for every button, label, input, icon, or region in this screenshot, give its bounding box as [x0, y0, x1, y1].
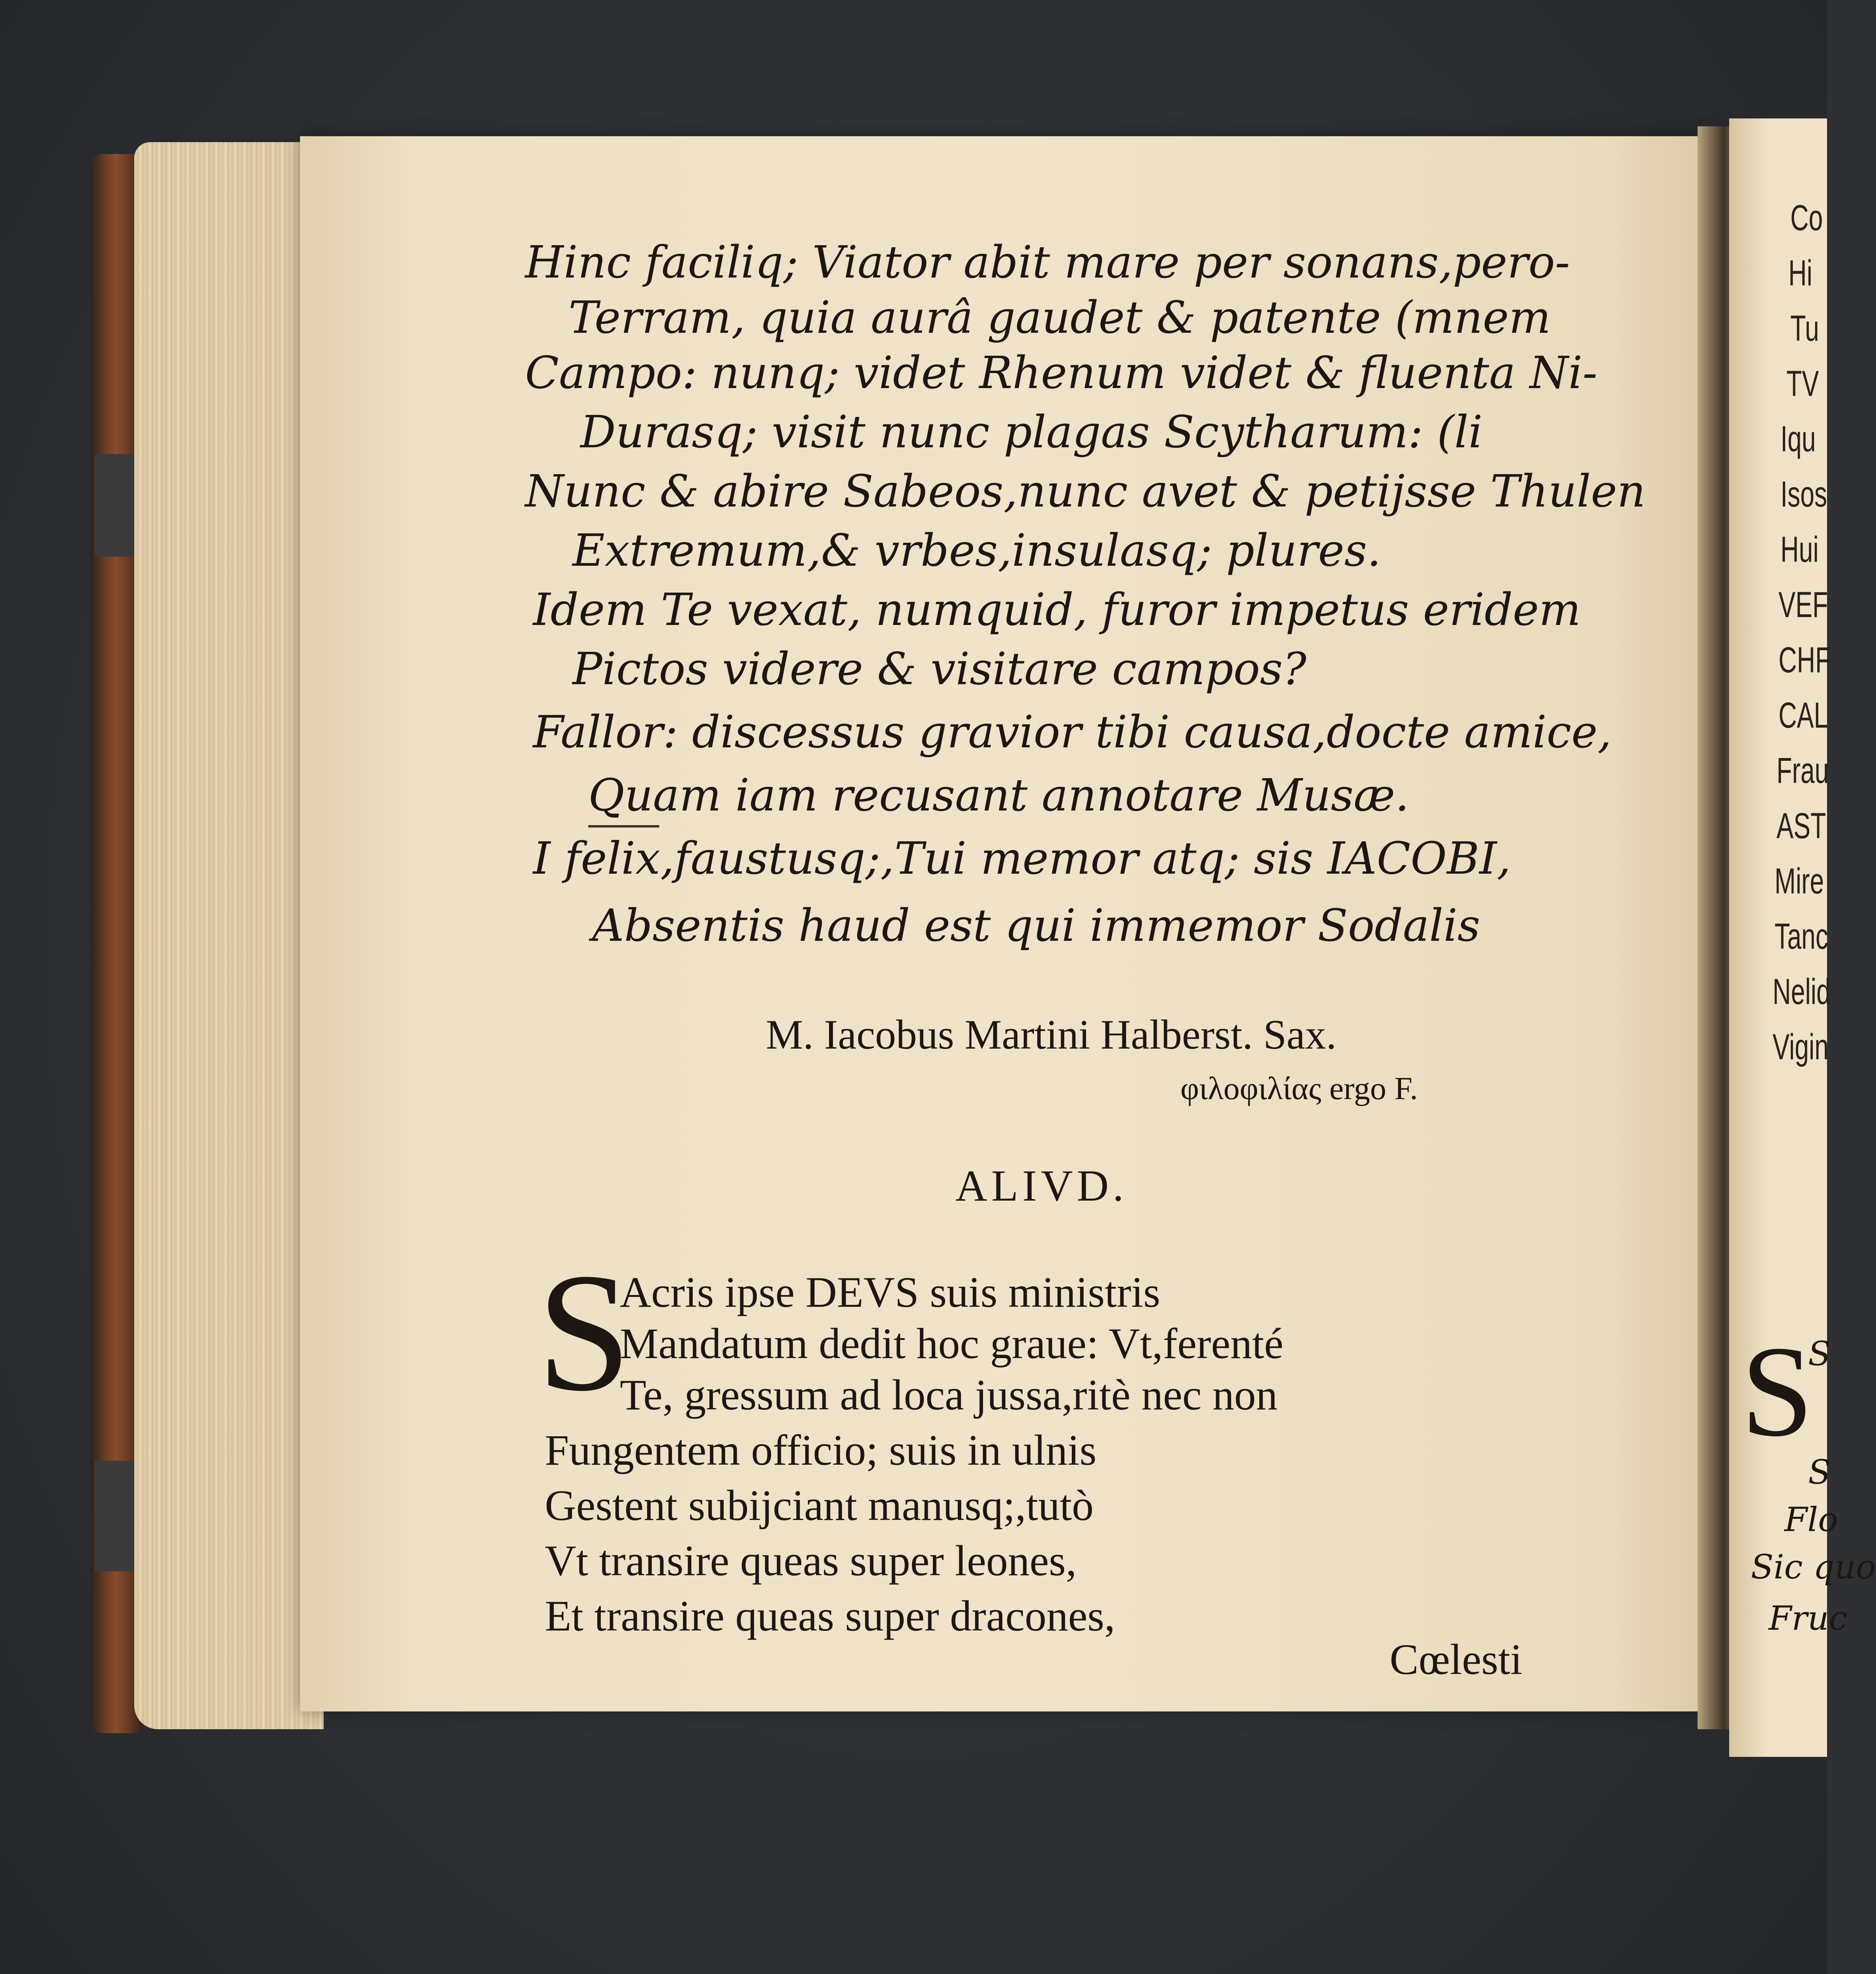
right-italic-5: Fruc: [1769, 1599, 1848, 1638]
catchword: Cœlesti: [1390, 1635, 1523, 1683]
right-italic-4: Sic quo: [1751, 1548, 1876, 1586]
verse-line-11: I felix,faustusq;,Tui memor atq; sis IACOBI,: [533, 833, 1511, 884]
right-fragment-4: TV: [1786, 364, 1819, 404]
verse-line-6: Extremum,& vrbes,insulasq; plures.: [572, 525, 1381, 576]
right-fragment-8: VEF: [1778, 585, 1828, 625]
poem-line-6: Vt transire queas super leones,: [545, 1537, 1077, 1585]
verse-line-9: Fallor: discessus gravior tibi causa,docte amice,: [533, 707, 1612, 758]
verse-line-7: Idem Te vexat, numquid, furor impetus eridem: [533, 584, 1581, 636]
verse-line-10: Quam iam recusant annotare Musæ.: [588, 770, 1409, 821]
right-fragment-12: AST: [1777, 806, 1826, 846]
right-italic-3: Flo: [1784, 1500, 1838, 1539]
verse-line-5: Nunc & abire Sabeos,nunc avet & petijsse Thulen: [525, 466, 1646, 517]
right-fragment-2: Hi: [1788, 253, 1812, 293]
right-fragment-1: Co: [1790, 198, 1823, 238]
verse-line-1: Hinc faciliq; Viator abit mare per sonans,pero-: [525, 237, 1570, 288]
right-fragment-7: Hui: [1780, 529, 1819, 570]
verse-line-4: Durasq; visit nunc plagas Scytharum: (li: [580, 407, 1483, 458]
right-italic-2: S: [1808, 1453, 1831, 1492]
verse-line-2: Terram, quia aurâ gaudet & patente (mnem: [568, 292, 1551, 343]
right-italic-1: S: [1808, 1334, 1831, 1373]
right-fragment-10: CAL: [1778, 695, 1828, 736]
verse-line-3: Campo: nunq; videt Rhenum videt & fluenta Ni-: [525, 347, 1598, 399]
right-fragment-5: Iqu: [1780, 419, 1816, 459]
right-drop-cap: S: [1741, 1319, 1814, 1464]
right-fragment-13: Mire: [1775, 861, 1824, 901]
right-fragment-16: Vigin: [1773, 1027, 1829, 1067]
right-fragment-6: Isos: [1780, 474, 1827, 514]
poem-line-5: Gestent subijciant manusq;,tutò: [545, 1481, 1094, 1529]
verse-line-12: Absentis haud est qui immemor Sodalis: [592, 900, 1480, 951]
poem-line-4: Fungentem officio; suis in ulnis: [545, 1426, 1097, 1474]
right-fragment-11: Frau: [1777, 751, 1829, 791]
right-fragment-3: Tu: [1790, 308, 1819, 349]
author-signature: M. Iacobus Martini Halberst. Sax.: [766, 1011, 1337, 1058]
poem-line-7: Et transire queas super dracones,: [545, 1592, 1115, 1640]
page-edges: [134, 142, 324, 1729]
right-fragment-9: CHF: [1778, 640, 1831, 680]
right-fragment-14: Tanc: [1775, 916, 1829, 957]
underline-mark: [588, 825, 659, 828]
poem-line-2: Mandatum dedit hoc graue: Vt,ferenté: [620, 1319, 1283, 1368]
poem-line-3: Te, gressum ad loca jussa,ritè nec non: [620, 1371, 1278, 1419]
greek-dedication: φιλοφιλίας ergo F.: [1180, 1070, 1418, 1106]
poem-line-1: Acris ipse DEVS suis ministris: [620, 1268, 1160, 1316]
right-fragment-15: Nelid: [1773, 972, 1831, 1012]
section-heading: ALIVD.: [955, 1162, 1128, 1210]
drop-cap: S: [537, 1238, 632, 1426]
verse-line-8: Pictos videre & visitare campos?: [572, 644, 1307, 695]
